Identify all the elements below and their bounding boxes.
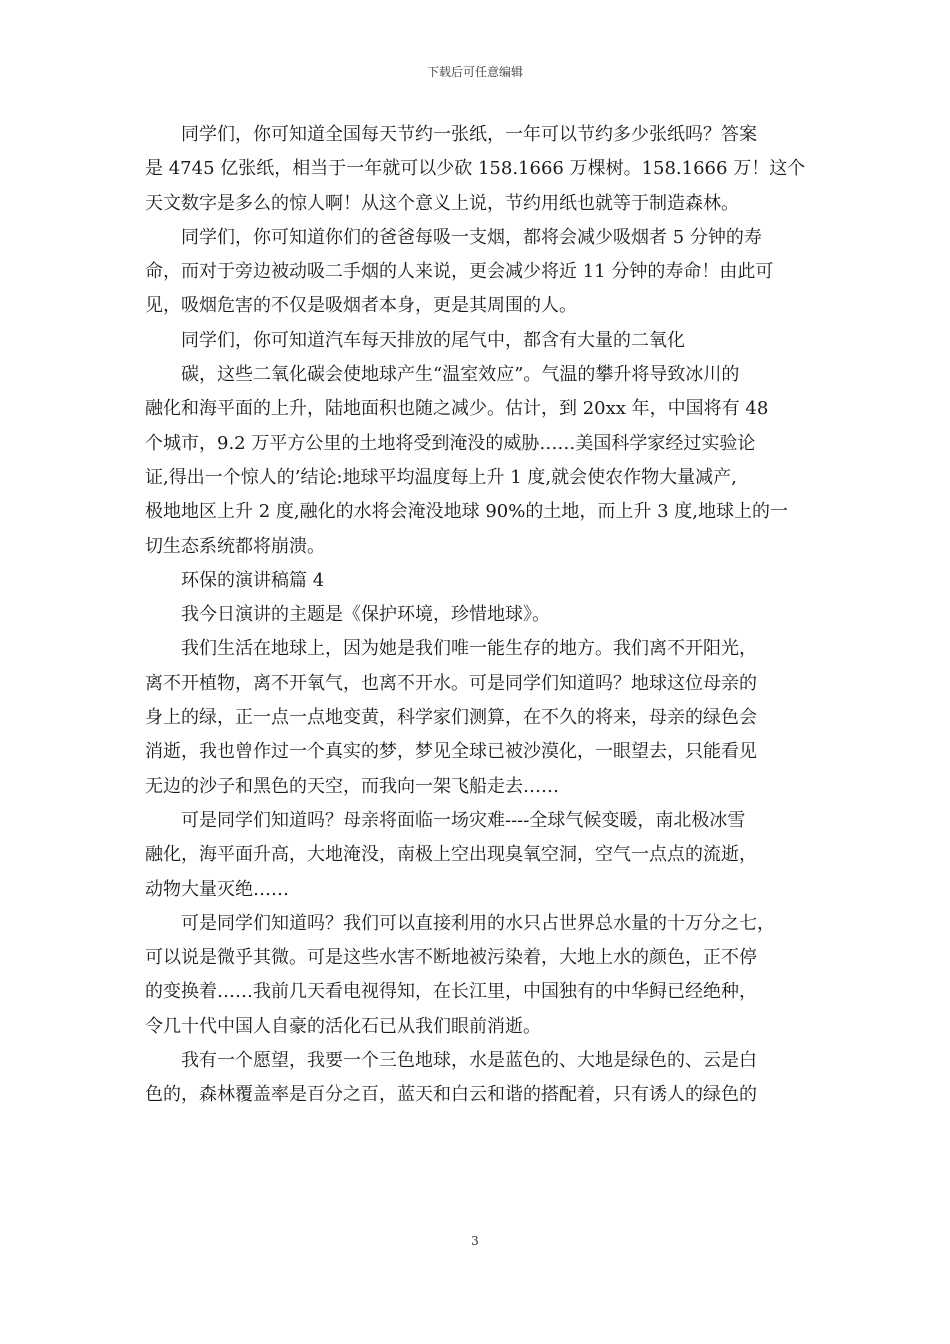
text-line: 见，吸烟危害的不仅是吸烟者本身，更是其周围的人。 — [145, 295, 577, 317]
text-line: 我有一个愿望，我要一个三色地球，水是蓝色的、大地是绿色的、云是白 — [181, 1050, 757, 1072]
text-line: 极地地区上升 2 度,融化的水将会淹没地球 90%的土地，而上升 3 度,地球上的一 — [145, 501, 788, 523]
text-line: 的变换着……我前几天看电视得知，在长江里，中国独有的中华鲟已经绝种， — [145, 981, 757, 1003]
text-line: 身上的绿，正一点一点地变黄，科学家们测算，在不久的将来，母亲的绿色会 — [145, 707, 757, 729]
text-line: 个城市，9.2 万平方公里的土地将受到淹没的威胁……美国科学家经过实验论 — [145, 432, 756, 454]
text-line: 色的，森林覆盖率是百分之百，蓝天和白云和谐的搭配着，只有诱人的绿色的 — [145, 1084, 757, 1106]
text-line: 同学们，你可知道汽车每天排放的尾气中，都含有大量的二氧化 — [181, 329, 685, 351]
text-line: 令几十代中国人自豪的活化石已从我们眼前消逝。 — [145, 1015, 541, 1037]
text-line: 环保的演讲稿篇 4 — [181, 569, 325, 591]
text-line: 消逝，我也曾作过一个真实的梦，梦见全球已被沙漠化，一眼望去，只能看见 — [145, 741, 757, 763]
text-line: 可是同学们知道吗？母亲将面临一场灾难----全球气候变暖，南北极冰雪 — [181, 809, 746, 831]
text-line: 融化，海平面升高，大地淹没，南极上空出现臭氧空洞，空气一点点的流逝， — [145, 844, 757, 866]
text-line: 是 4745 亿张纸，相当于一年就可以少砍 158.1666 万棵树。158.1666 万！这个 — [145, 158, 806, 180]
text-line: 我今日演讲的主题是《保护环境，珍惜地球》。 — [181, 604, 550, 626]
document-body — [145, 118, 810, 1113]
text-line: 切生态系统都将崩溃。 — [145, 535, 325, 557]
text-line: 我们生活在地球上，因为她是我们唯一能生存的地方。我们离不开阳光， — [181, 638, 757, 660]
text-line: 可是同学们知道吗？我们可以直接利用的水只占世界总水量的十万分之七， — [181, 912, 775, 934]
text-line: 动物大量灭绝…… — [145, 878, 289, 900]
text-line: 无边的沙子和黑色的天空，而我向一架飞船走去…… — [145, 775, 559, 797]
text-line: 离不开植物，离不开氧气，也离不开水。可是同学们知道吗？地球这位母亲的 — [145, 672, 757, 694]
text-line: 天文数字是多么的惊人啊！从这个意义上说，节约用纸也就等于制造森林。 — [145, 192, 739, 214]
text-line: 证,得出一个惊人的’结论:地球平均温度每上升 1 度,就会使农作物大量减产, — [145, 466, 737, 488]
text-line: 融化和海平面的上升，陆地面积也随之减少。估计，到 20xx 年，中国将有 48 — [145, 398, 769, 420]
text-line: 同学们，你可知道你们的爸爸每吸一支烟，都将会减少吸烟者 5 分钟的寿 — [181, 226, 762, 248]
text-line: 可以说是微乎其微。可是这些水害不断地被污染着，大地上水的颜色，正不停 — [145, 947, 757, 969]
text-line: 命，而对于旁边被动吸二手烟的人来说，更会减少将近 11 分钟的寿命！由此可 — [145, 261, 774, 283]
page-number: 3 — [471, 1234, 479, 1248]
text-line: 碳，这些二氧化碳会使地球产生“温室效应”。气温的攀升将导致冰川的 — [181, 364, 740, 386]
page-header: 下载后可任意编辑 — [426, 65, 523, 79]
text-line: 同学们，你可知道全国每天节约一张纸，一年可以节约多少张纸吗？答案 — [181, 124, 757, 145]
